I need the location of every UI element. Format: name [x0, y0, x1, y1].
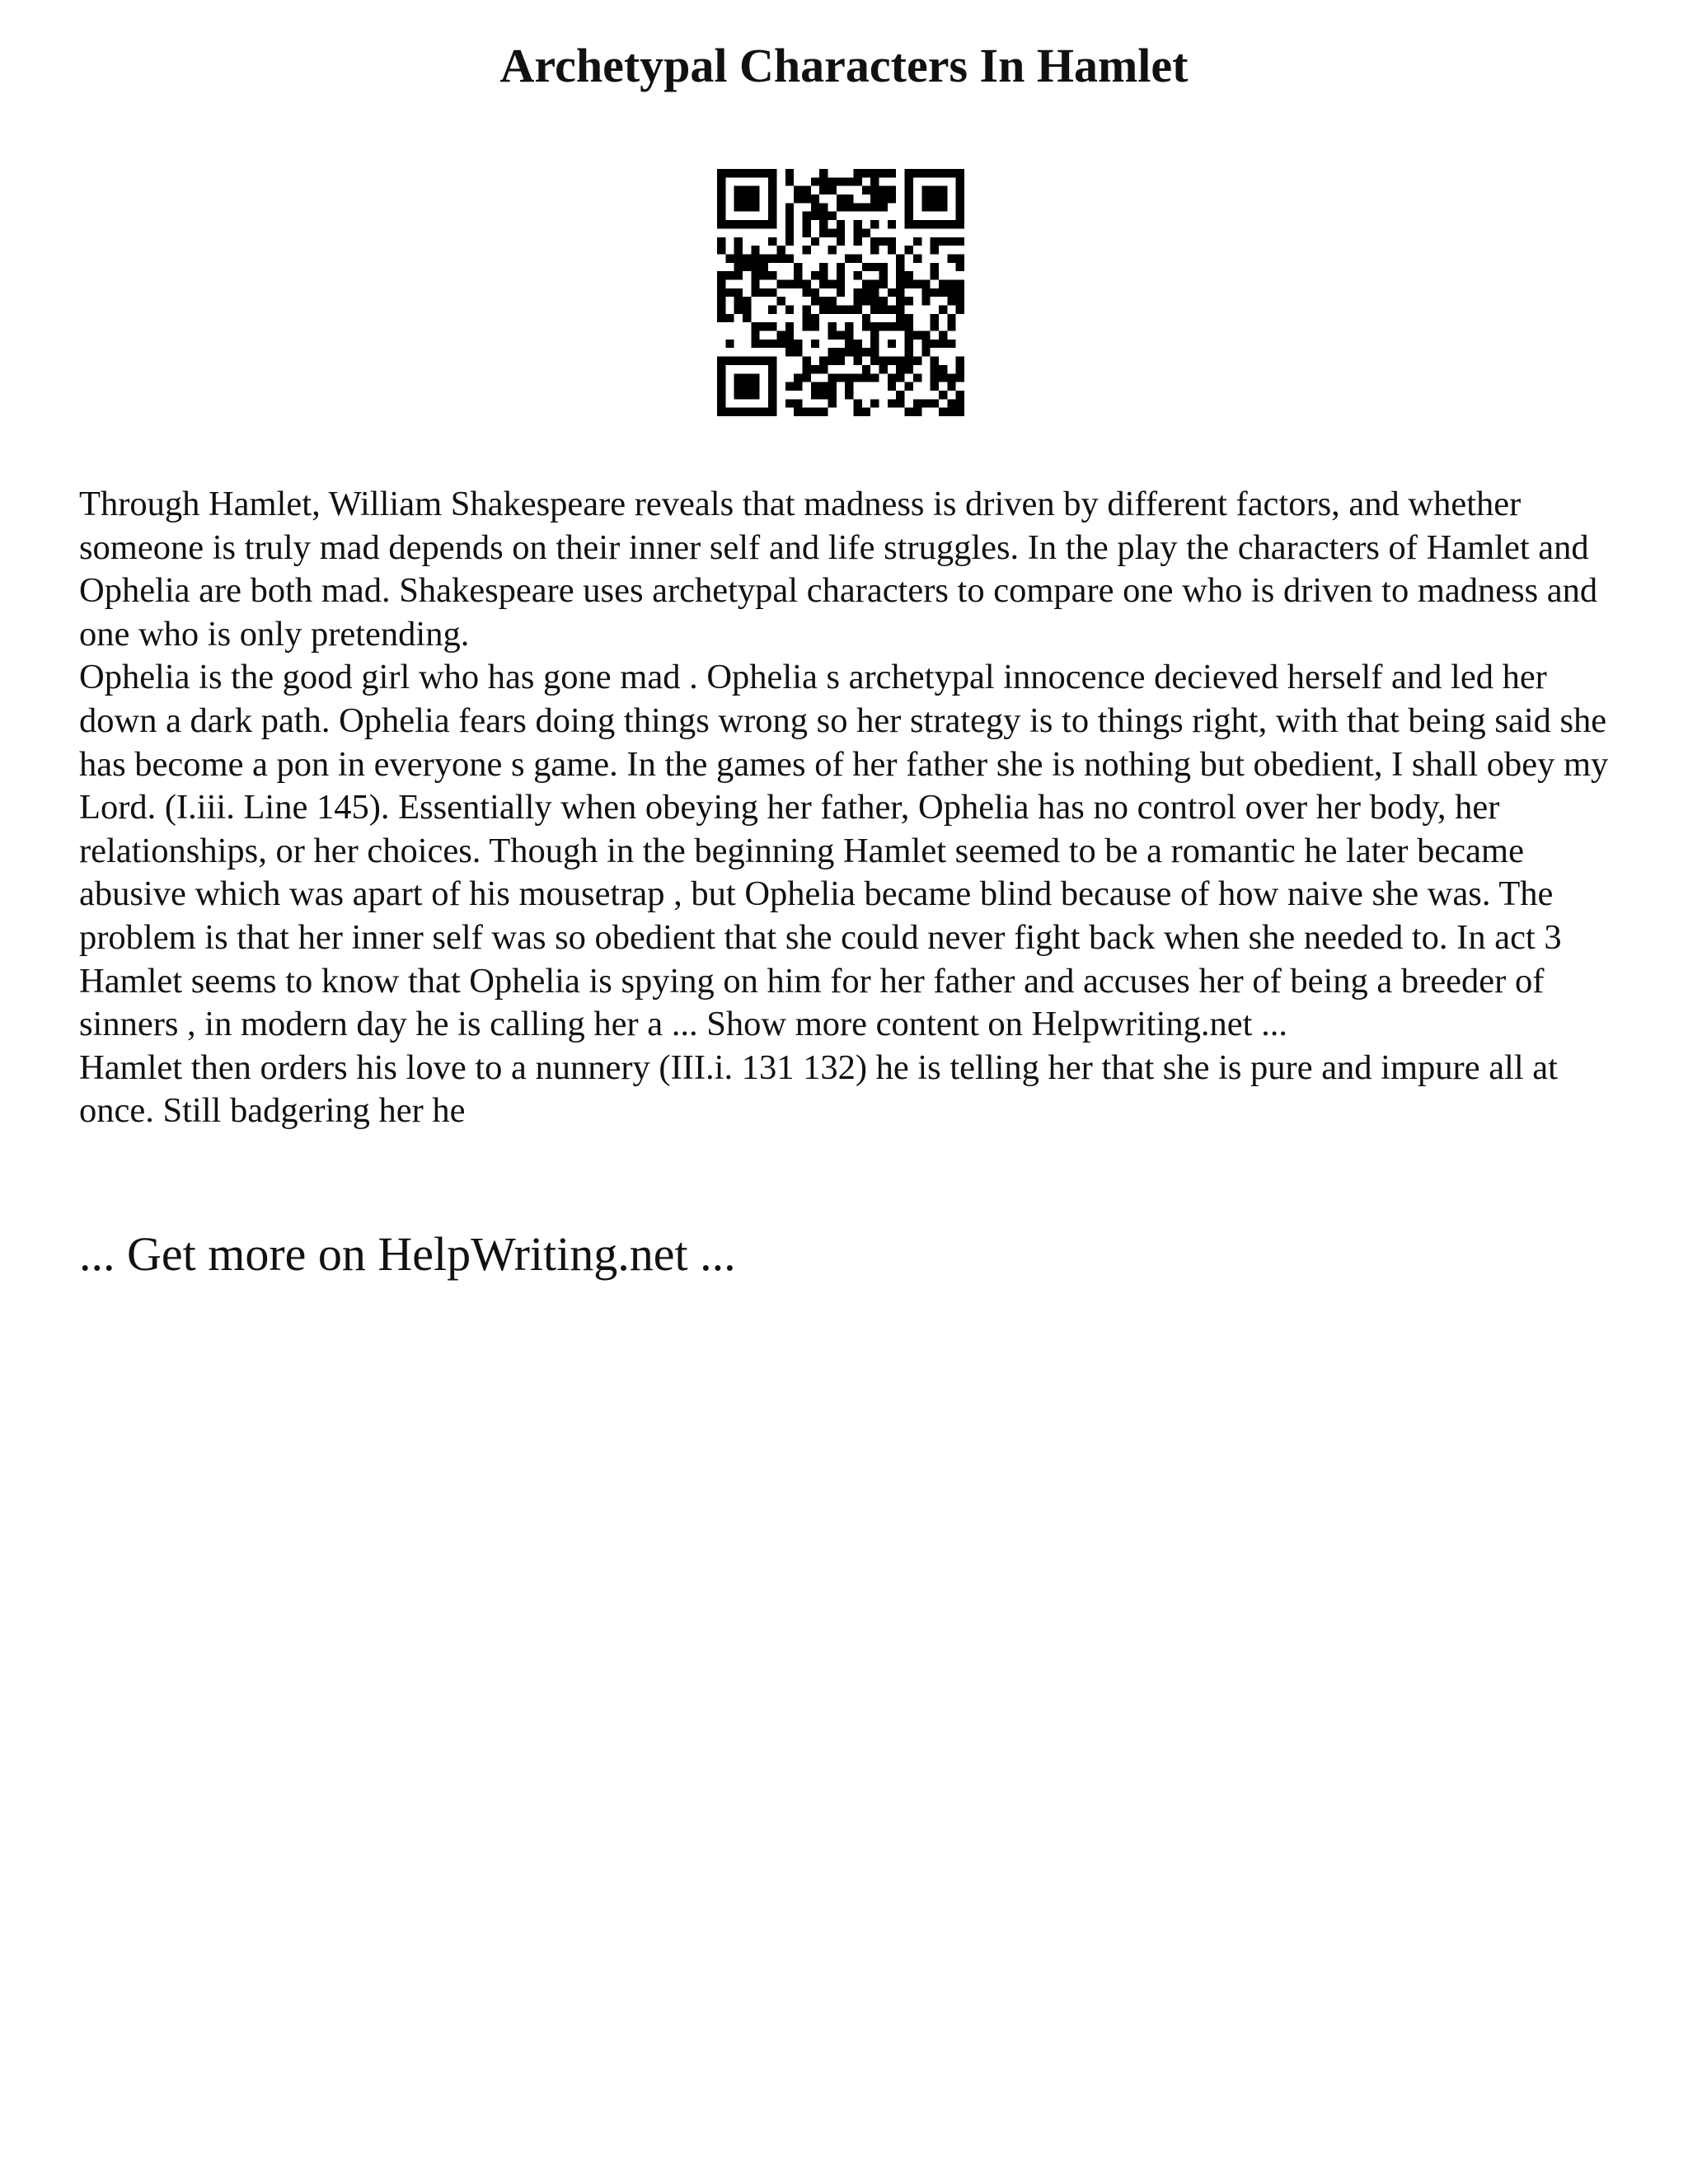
- document-title: Archetypal Characters In Hamlet: [499, 39, 1189, 92]
- paragraph-ophelia: Ophelia is the good girl who has gone mad . Ophelia s archetypal innocence decieved herself and led her down a dark path. Ophelia fears doing things wrong so her strategy is to things right, with that being said she has become a pon in everyone s game. In the games of her father she is nothing but obedient, I shall obey my Lord. (I.iii. Line 145). Essentially when obeying her father, Ophelia has no control over her body, her relationships, or her choices. Though in the beginning Hamlet seemed to be a romantic he later became abusive which was apart of his mousetrap , but Ophelia became blind because of how naive she was. The problem is that her inner self was so obedient that she could never fight back when she needed to. In act 3 Hamlet seems to know that Ophelia is spying on him for her father and accuses her of being a breeder of sinners , in modern day he is calling her a ... Show more content on Helpwriting.net ...: [79, 658, 1609, 1044]
- qr-code-icon: [717, 169, 964, 416]
- paragraph-nunnery: Hamlet then orders his love to a nunnery (III.i. 131 132) he is telling her that she is pure and impure all at once. Still badgering her he: [79, 1047, 1558, 1131]
- paragraph-intro: Through Hamlet, William Shakespeare reveals that madness is driven by different factors, and whether someone is truly mad depends on their inner self and life struggles. In the play the characters of Hamlet and Ophelia are both mad. Shakespeare uses archetypal characters to compare one who is driven to madness and one who is only pretending.: [79, 485, 1598, 654]
- document-body: [79, 483, 1612, 1133]
- get-more-link[interactable]: ... Get more on HelpWriting.net ...: [79, 1227, 736, 1281]
